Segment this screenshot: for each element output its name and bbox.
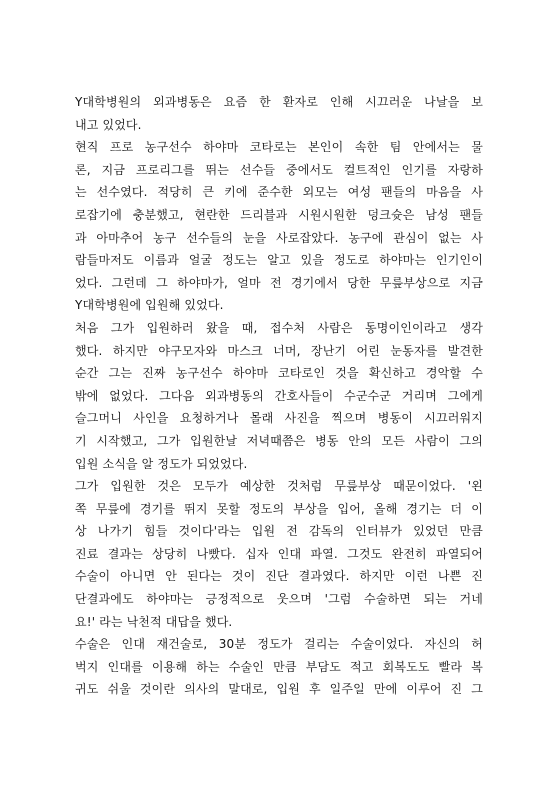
text-line: 쪽 무릎에 경기를 뛰지 못할 정도의 부상을 입어, 올해 경기는 더 이 <box>75 501 483 516</box>
text-line: 그가 입원한 것은 모두가 예상한 것처럼 무릎부상 때문이었다. '왼 <box>75 479 483 494</box>
text-line: 진료 결과는 상당히 나빴다. 십자 인대 파열. 그것도 완전히 파열되어 <box>75 546 483 561</box>
text-line: 했다. 하지만 야구모자와 마스크 너머, 장난기 어린 눈동자를 발견한 <box>75 343 483 358</box>
paragraph <box>75 317 483 475</box>
text-line: Y대학병원에 입원해 있었다. <box>75 298 224 313</box>
text-line: Y대학병원의 외과병동은 요즘 한 환자로 인해 시끄러운 나날을 보 <box>75 95 483 109</box>
body-text <box>75 91 483 701</box>
text-line: 론, 지금 프로리그를 뛰는 선수들 중에서도 컬트적인 인기를 자랑하 <box>75 162 483 177</box>
text-line: 기 시작했고, 그가 입원한날 저녁때쯤은 병동 안의 모든 사람이 그의 <box>75 433 483 448</box>
text-line: 밖에 없었다. 그다음 외과병동의 간호사들이 수군수군 거리며 그에게 <box>75 388 483 403</box>
text-line: 었다. 그런데 그 하야마가, 얼마 전 경기에서 당한 무릎부상으로 지금 <box>75 275 483 290</box>
paragraph <box>75 633 483 701</box>
text-line: 과 아마추어 농구 선수들의 눈을 사로잡았다. 농구에 관심이 없는 사 <box>75 230 483 245</box>
text-line: 귀도 쉬울 것이란 의사의 말대로, 입원 후 일주일 만에 이루어 진 그 <box>75 682 483 697</box>
paragraph <box>75 136 483 317</box>
text-line: 내고 있었다. <box>75 117 142 132</box>
text-line: 단결과에도 하야마는 긍정적으로 웃으며 '그럼 수술하면 되는 거네 <box>75 592 483 607</box>
paragraph <box>75 91 483 136</box>
text-line: 상 나가기 힘들 것이다'라는 입원 전 감독의 인터뷰가 있었던 만큼 <box>75 524 483 539</box>
paragraph <box>75 475 483 633</box>
text-line: 람들마저도 이름과 얼굴 정도는 알고 있을 정도로 하야마는 인기인이 <box>75 253 483 268</box>
text-line: 수술은 인대 재건술로, 30분 정도가 걸리는 수술이었다. 자신의 허 <box>75 637 483 652</box>
text-line: 수술이 아니면 안 된다는 것이 진단 결과였다. 하지만 이런 나쁜 진 <box>75 569 483 584</box>
text-line: 로잡기에 충분했고, 현란한 드리블과 시원시원한 덩크슛은 남성 팬들 <box>75 207 483 222</box>
text-line: 슬그머니 사인을 요청하거나 몰래 사진을 찍으며 병동이 시끄러워지 <box>75 411 483 426</box>
text-line: 처음 그가 입원하러 왔을 때, 접수처 사람은 동명이인이라고 생각 <box>75 320 483 335</box>
text-line: 현직 프로 농구선수 하야마 코타로는 본인이 속한 팀 안에서는 물 <box>75 140 483 155</box>
text-line: 는 선수였다. 적당히 큰 키에 준수한 외모는 여성 팬들의 마음을 사 <box>75 185 483 200</box>
text-line: 순간 그는 진짜 농구선수 하야마 코타로인 것을 확신하고 경악할 수 <box>75 366 483 381</box>
text-line: 입원 소식을 알 정도가 되었었다. <box>75 456 248 471</box>
text-line: 요!' 라는 낙천적 대답을 했다. <box>75 614 233 629</box>
text-line: 벅지 인대를 이용해 하는 수술인 만큼 부담도 적고 회복도도 빨라 복 <box>75 659 483 674</box>
